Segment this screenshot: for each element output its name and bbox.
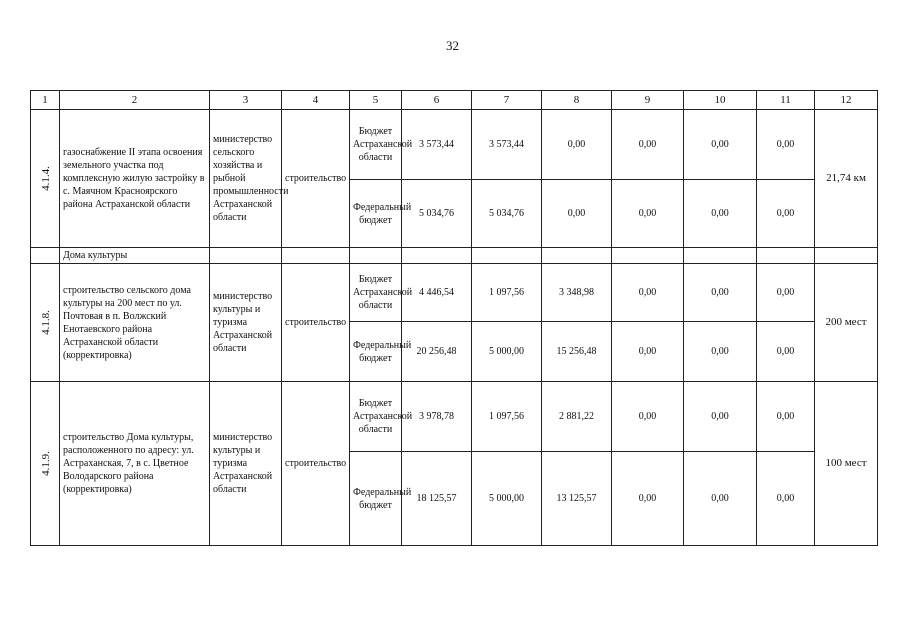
amount-cell: 0,00: [684, 264, 757, 322]
amount-cell: 0,00: [612, 382, 684, 452]
object-name: газоснабжение II этапа освоения земельного участка под комплексную жилую застройку в с. Маячном Красноярского района Астраханской области: [60, 110, 210, 248]
funding-source: Бюджет Астраханской области: [350, 110, 402, 180]
amount-cell: 15 256,48: [542, 322, 612, 382]
amount-cell: 0,00: [542, 110, 612, 180]
amount-cell: 0,00: [757, 264, 815, 322]
amount-cell: 0,00: [684, 452, 757, 546]
amount-cell: 3 978,78: [402, 382, 472, 452]
amount-cell: 5 034,76: [472, 180, 542, 248]
table-row: [31, 110, 878, 180]
column-number: 12: [815, 91, 878, 110]
work-type: строительство: [282, 110, 350, 248]
amount-cell: 1 097,56: [472, 382, 542, 452]
column-number: 8: [542, 91, 612, 110]
amount-cell: 0,00: [684, 180, 757, 248]
amount-cell: 0,00: [612, 452, 684, 546]
amount-cell: 0,00: [612, 322, 684, 382]
amount-cell: 5 034,76: [402, 180, 472, 248]
item-code-cell: [31, 110, 60, 248]
column-number: 10: [684, 91, 757, 110]
amount-cell: 4 446,54: [402, 264, 472, 322]
amount-cell: 0,00: [757, 382, 815, 452]
amount-cell: 5 000,00: [472, 322, 542, 382]
amount-cell: 0,00: [684, 322, 757, 382]
amount-cell: 0,00: [757, 322, 815, 382]
amount-cell: 3 573,44: [402, 110, 472, 180]
amount-cell: 0,00: [757, 452, 815, 546]
item-code-cell: [31, 264, 60, 382]
amount-cell: 0,00: [612, 264, 684, 322]
amount-cell: 0,00: [612, 110, 684, 180]
work-type: строительство: [282, 264, 350, 382]
column-number: 5: [350, 91, 402, 110]
table-row: [31, 382, 878, 452]
amount-cell: 3 573,44: [472, 110, 542, 180]
column-number: 1: [31, 91, 60, 110]
amount-cell: 2 881,22: [542, 382, 612, 452]
column-number: 4: [282, 91, 350, 110]
capacity-value: 200 мест: [815, 264, 878, 382]
amount-cell: 3 348,98: [542, 264, 612, 322]
funding-source: Федеральный бюджет: [350, 452, 402, 546]
program-table: [30, 90, 878, 546]
capacity-value: 21,74 км: [815, 110, 878, 248]
item-code: 4.1.4.: [39, 166, 52, 191]
work-type: строительство: [282, 382, 350, 546]
section-title: Дома культуры: [60, 248, 210, 264]
amount-cell: 0,00: [757, 180, 815, 248]
section-row: [31, 248, 878, 264]
capacity-value: 100 мест: [815, 382, 878, 546]
column-number: 2: [60, 91, 210, 110]
column-number: 7: [472, 91, 542, 110]
responsible-body: министерство сельского хозяйства и рыбной промышленности Астраханской области: [210, 110, 282, 248]
item-code-cell: [31, 382, 60, 546]
amount-cell: 0,00: [612, 180, 684, 248]
amount-cell: 1 097,56: [472, 264, 542, 322]
responsible-body: министерство культуры и туризма Астраханской области: [210, 264, 282, 382]
amount-cell: 13 125,57: [542, 452, 612, 546]
responsible-body: министерство культуры и туризма Астраханской области: [210, 382, 282, 546]
funding-source: Бюджет Астраханской области: [350, 382, 402, 452]
amount-cell: 0,00: [684, 382, 757, 452]
funding-source: Федеральный бюджет: [350, 180, 402, 248]
column-number: 11: [757, 91, 815, 110]
funding-source: Бюджет Астраханской области: [350, 264, 402, 322]
item-code: 4.1.9.: [39, 451, 52, 476]
table-row: [31, 264, 878, 322]
column-number: 3: [210, 91, 282, 110]
column-number-row: [31, 91, 878, 110]
amount-cell: 18 125,57: [402, 452, 472, 546]
amount-cell: 0,00: [542, 180, 612, 248]
item-code: 4.1.8.: [39, 310, 52, 335]
object-name: строительство Дома культуры, расположенного по адресу: ул. Астраханская, 7, в с. Цветное Володарского района (корректировка): [60, 382, 210, 546]
amount-cell: 20 256,48: [402, 322, 472, 382]
amount-cell: 0,00: [757, 110, 815, 180]
amount-cell: 5 000,00: [472, 452, 542, 546]
column-number: 9: [612, 91, 684, 110]
column-number: 6: [402, 91, 472, 110]
amount-cell: 0,00: [684, 110, 757, 180]
funding-source: Федеральный бюджет: [350, 322, 402, 382]
page-number: 32: [446, 38, 459, 53]
object-name: строительство сельского дома культуры на 200 мест по ул. Почтовая в п. Волжский Енотаевского района Астраханской области (корректировка): [60, 264, 210, 382]
